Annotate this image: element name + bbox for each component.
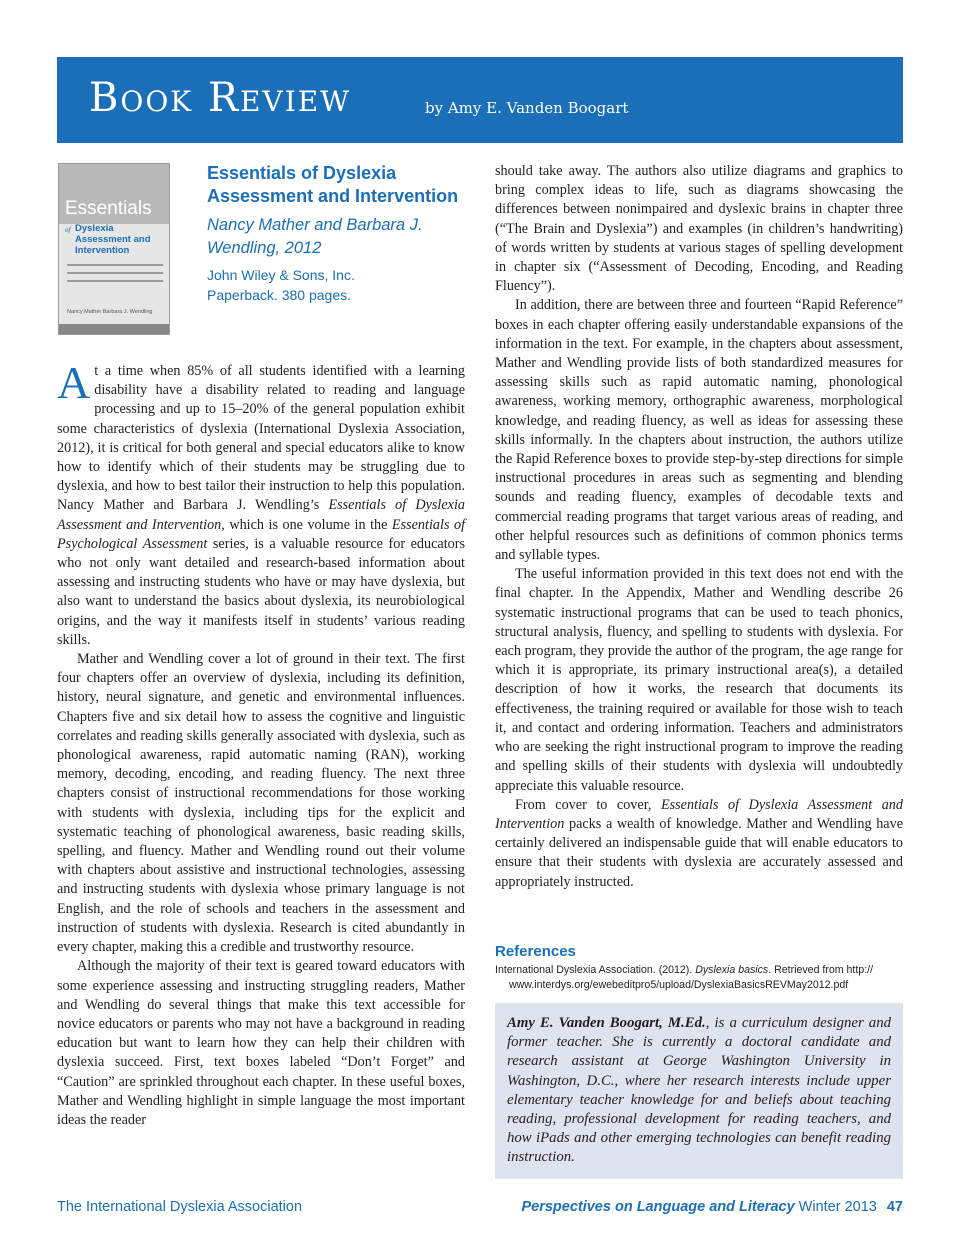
cover-footer-band <box>59 324 169 334</box>
text-run: packs a wealth of knowledge. Mather and Wendling have certainly delivered an indispensable guide that will enable educators to ensure that their students with dyslexia are accurately assessed and appropriately instructed. <box>495 815 903 890</box>
book-title: Essentials of Dyslexia Assessment and Intervention <box>207 163 459 206</box>
cover-authors: Nancy Mather Barbara J. Wendling <box>67 309 153 315</box>
cover-heading: Essentials <box>65 198 152 219</box>
paragraph: The useful information provided in this text does not end with the final chapter. In the Appendix, Mather and Wendling describe 26 systematic instructional programs that can be used to teach phonics, structural analysis, fluency, and spelling to students with dyslexia. For each program, they provide the author of the program, the age range for which it is appropriate, its primary instructional area(s), a detailed description of how it works, the research that documents its effectiveness, the training required or available for those wish to teach it, and contact and ordering information. Teachers and administrators who are seeking the right instructional program to improve the reading and spelling skills of their students with dyslexia will undoubtedly appreciate this valuable resource. <box>495 566 903 794</box>
byline: by Amy E. Vanden Boogart <box>425 99 629 117</box>
drop-cap: A <box>57 357 91 408</box>
text-run: International Dyslexia Association. (2012). <box>495 964 696 976</box>
cover-of: of <box>65 226 71 234</box>
paragraph: Although the majority of their text is geared toward educators with some experience assessing and instructing struggling readers, Mather and Wendling do several things that make this text accessible for novice educators or parents who may not have a background in reading education but want to learn how they can help their children with dyslexia succeed. First, text boxes labeled “Don’t Forget” and “Caution” are sprinkled throughout each chapter. In these useful boxes, Mather and Wendling highlight in simple language the most important ideas the reader <box>57 958 465 1128</box>
text-run: From cover to cover, <box>515 796 661 813</box>
author-bio-box <box>495 1003 903 1179</box>
series-title-italic: Essentials of Psychological Assessment <box>57 516 466 552</box>
text-run: series, is a valuable resource for educators who not only want detailed and research-based information about assessing and instructing students who have or may have dyslexia, but also want to understand the basics about dyslexia, its neurobiological origins, and the way it manifests itself in students’ various reading skills. <box>57 535 465 648</box>
book-authors: Nancy Mather and Barbara J. Wendling, 2012 <box>207 216 423 257</box>
paragraph <box>57 357 466 650</box>
book-title-italic: Essentials of Dyslexia Assessment and Intervention <box>495 796 903 832</box>
book-publisher: John Wiley & Sons, Inc. <box>207 267 355 283</box>
left-column <box>57 357 466 1130</box>
reference-title: Dyslexia basics <box>695 964 769 976</box>
reference-entry <box>495 963 903 992</box>
paragraph: should take away. The authors also utilize diagrams and graphics to bring complex ideas to life, such as diagrams showcasing the differences between nonimpaired and dyslexic brains in chapter three (“The Brain and Dyslexia”) and examples (in children’s handwriting) of words written by students at various stages of spelling development in chapter six (“Assessment of Decoding, Encoding, and Reading Fluency”). <box>495 163 903 295</box>
references-heading: References <box>495 943 576 960</box>
footer-issue: Winter 2013 <box>798 1199 877 1215</box>
text-run: t a time when 85% of all students identified with a learning disability have a disability related to reading and language processing and up to 15–20% of the general population exhibit some characteristics of dyslexia (International Dyslexia Association, 2012), it is critical for both general and special educators alike to know how to identify which of their students may be struggling due to dyslexia, and how to best tailor their instruction to help this population. Nancy Mather and Barbara J. Wendling’s <box>57 363 465 514</box>
right-column <box>495 162 903 892</box>
cover-bullet-lines <box>67 264 163 288</box>
book-publication-info <box>207 265 472 305</box>
bio-text: , is a curriculum designer and former teacher. She is currently a doctoral candidate and research assistant at George Washington University in Washington, D.C., where her research interests include upper elementary teacher knowledge for and beliefs about teaching reading, professional development for reading teachers, and how iPads and other emerging technologies can benefit reading instruction. <box>507 1015 891 1166</box>
text-run: , which is one volume in the <box>221 516 392 533</box>
paragraph: In addition, there are between three and fourteen “Rapid Reference” boxes in each chapter offering easily understandable expansions of the information in the text. For example, in the chapters about assessment, Mather and Wendling provide lists of both standardized measures for assessing skills such as rapid automatic naming, phonological awareness, working memory, orthographic awareness, morphological knowledge, and reading fluency, as well as ideas for assessing these skills informally. In the chapters about instruction, the authors utilize the Rapid Reference boxes to provide step-by-step directions for simple instructional procedures in areas such as segmenting and blending sounds and reading fluency, examples of decodable texts and commercial reading programs that target various areas of reading, and other helpful resources such as definitions of common phonics terms and syllable types. <box>495 297 903 564</box>
cover-subtitle: Dyslexia Assessment and Intervention <box>75 223 151 256</box>
footer-publication <box>521 1199 903 1215</box>
reference-link[interactable]: www.interdys.org/ewebeditpro5/upload/DyslexiaBasicsREVMay2012.pdf <box>509 978 849 991</box>
header-banner <box>57 57 903 143</box>
bio-author-name: Amy E. Vanden Boogart, M.Ed. <box>507 1015 706 1031</box>
footer-organization: The International Dyslexia Association <box>57 1199 303 1215</box>
page-number: 47 <box>886 1199 903 1215</box>
book-cover-image <box>58 163 170 335</box>
text-run: . Retrieved from http:// <box>768 964 874 976</box>
footer-journal: Perspectives on Language and Literacy <box>521 1199 795 1215</box>
paragraph <box>495 796 903 892</box>
section-title: Book Review <box>89 75 351 121</box>
author-bio <box>507 1014 891 1168</box>
book-format: Paperback. 380 pages. <box>207 287 351 303</box>
paragraph: Mather and Wendling cover a lot of ground in their text. The first four chapters offer an overview of dyslexia, including its definition, history, neural signature, and genetic and environmental influences. Chapters five and six detail how to assess the cognitive and linguistic correlates and reading skills generally associated with dyslexia, such as phonological awareness, rapid automatic naming (RAN), working memory, decoding, encoding, and reading fluency. The next three chapters consist of instructional recommendations for those working with students with dyslexia, including tips for the explicit and systematic teaching of phonological awareness, basic reading skills, spelling, and fluency. Mather and Wendling round out their volume with chapters about assistive and instructional technologies, assessing and instructing students with dyslexia whose primary language is not English, and the role of schools and teachers in the assessment and instruction of students with dyslexia. Research is cited abundantly in every chapter, making this a credible and trustworthy resource. <box>57 651 465 956</box>
book-title-italic: Essentials of Dyslexia Assessment and Intervention <box>57 497 465 533</box>
